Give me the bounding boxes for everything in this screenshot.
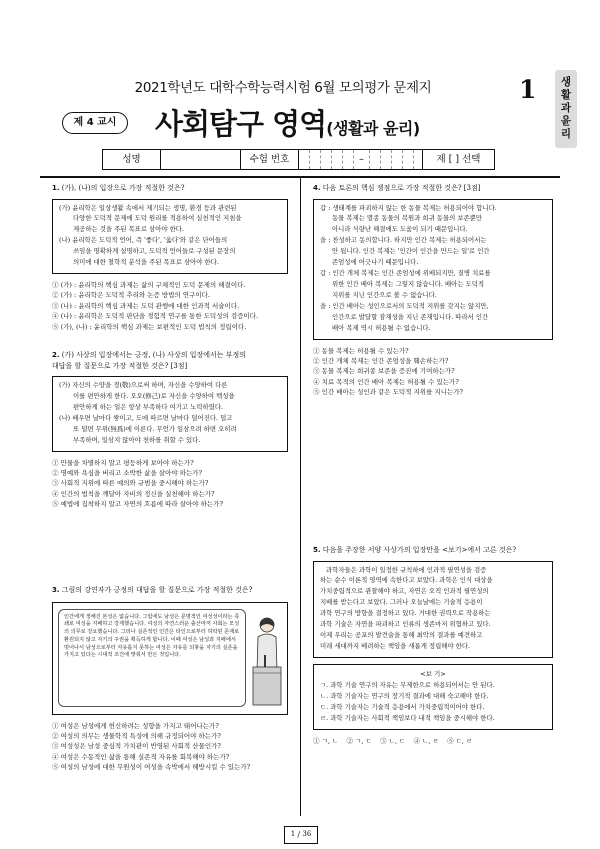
passage-line: 배아 복제 역시 허용될 수 없습니다. — [332, 323, 431, 332]
session-badge: 제 4 교시 — [62, 112, 128, 134]
question-2-passage — [52, 376, 288, 452]
option[interactable]: ④ (나) : 윤리학은 도덕적 판단을 경험적 연구를 통한 도덕성의 검증이다. — [52, 312, 259, 321]
option[interactable]: ② 명예와 욕심을 버리고 소박한 삶을 살아야 하는가? — [52, 468, 203, 477]
passage-line: 또 덜면 무위(無爲)에 이른다. 무언가 일삼으려 하면 오히려 — [73, 424, 237, 433]
passage-line: 지위를 지닌 인간으로 볼 수 없습니다. — [332, 290, 437, 299]
passage-line: 을 : 인간 배아는 성인으로서의 도덕적 지위를 갖지는 않지만, — [320, 301, 489, 310]
option[interactable]: ③ 여성성은 남성 중심적 가치관이 반영된 사회적 산물인가? — [52, 742, 221, 751]
passage-line: 위한 인간 배아 복제는 그렇지 않습니다. 배아는 도덕적 — [332, 279, 485, 288]
option[interactable]: ⑤ 여성의 남성에 대한 무원성이 여성을 속박에서 해방시킬 수 있는가? — [52, 763, 251, 772]
question-2-options — [52, 458, 288, 510]
question-num: 3. — [52, 586, 60, 594]
question-1-title — [52, 183, 288, 194]
option[interactable]: ① 동물 복제는 허용될 수 있는가? — [313, 346, 409, 355]
question-5-title — [313, 545, 553, 556]
option[interactable]: ④ 치료 목적의 인간 배아 복제는 허용될 수 있는가? — [313, 377, 459, 386]
exam-number-field[interactable] — [299, 150, 423, 169]
question-1-passage — [52, 199, 288, 275]
option[interactable]: ⑤ 인간 배아는 성인과 같은 도덕적 지위를 지니는가? — [313, 388, 464, 397]
passage-line: (나) 윤리학은 도덕적 언어, 즉 '좋다', '옳다'와 같은 단어들의 — [59, 236, 228, 245]
footer-page: 1 — [290, 830, 296, 839]
option[interactable]: ⑤ 예법에 집착하지 말고 자연의 흐름에 따라 살아야 하는가? — [52, 500, 223, 509]
option[interactable]: ③ (나) : 윤리학의 핵심 과제는 도덕 관행에 대한 인과적 서술이다. — [52, 301, 240, 310]
question-5 — [313, 545, 553, 746]
passage-line: 안 됩니다. 인간 복제는 '인간이 인간을 만드는 일'로 인간 — [332, 247, 490, 256]
column-divider — [300, 176, 301, 816]
question-1 — [52, 183, 288, 332]
question-4-title — [313, 183, 553, 194]
question-4 — [313, 183, 553, 398]
passage-line: 갑 : 인간 개체 복제는 인간 존엄성에 위배되지만, 질병 치료를 — [320, 269, 491, 278]
question-num: 1. — [52, 184, 60, 192]
name-label: 성명 — [103, 150, 161, 169]
passage-line: 제공하는 것을 주된 목표로 삼아야 한다. — [73, 225, 184, 234]
question-5-options — [313, 736, 553, 746]
question-4-passage — [313, 199, 553, 340]
passage-line: 부족하며, 일삼지 않아야 천하를 취할 수 있다. — [73, 435, 201, 444]
passage-line: 지배를 받는다고 보았다. 그러나 오늘날에는 기술적 응용이 — [320, 598, 483, 607]
passage-line: 의미에 대한 철학적 분석을 주된 목표로 삼아야 한다. — [73, 258, 219, 267]
passage-line: 하는 순수 이론적 영역에 속한다고 보았다. 과학은 인식 대상을 — [320, 576, 493, 585]
bogi-line: ㄷ. 과학 기술자는 기술적 응용에서 가치중립적이어야 한다. — [320, 702, 485, 711]
side-tab-char: 윤 — [560, 115, 572, 127]
passage-line: 갑 : 생태계를 파괴하지 않는 한 동물 복제는 허용되어야 합니다. — [320, 203, 497, 212]
option[interactable]: ④ 인간의 법칙을 깨달아 자비의 정신을 실천해야 하는가? — [52, 489, 215, 498]
option[interactable]: ① 여성은 남성에게 헌신하려는 성향을 가지고 태어나는가? — [52, 721, 219, 730]
exam-number-dash: – — [354, 150, 370, 169]
bogi-line: ㄹ. 과학 기술자는 사회적 책임보다 내적 책임을 중시해야 한다. — [320, 713, 495, 722]
question-text: (가) 사상의 입장에서는 긍정, (나) 사상의 입장에서는 부정의 — [61, 351, 247, 359]
passage-line: 다양한 도덕적 문제에 도덕 원리를 적용하여 실천적인 지침을 — [73, 214, 242, 223]
question-2 — [52, 350, 288, 509]
question-3 — [52, 585, 288, 772]
option[interactable]: ② 여성의 의무는 생물학적 특성에 의해 규정되어야 하는가? — [52, 731, 221, 740]
bogi-line: ㄴ. 과학 기술자는 연구의 장기적 결과에 대해 숙고해야 한다. — [320, 691, 489, 700]
question-num: 5. — [313, 546, 321, 554]
option-row[interactable]: ① ㄱ, ㄴ ② ㄱ, ㄷ ③ ㄴ, ㄷ ④ ㄴ, ㄹ ⑤ ㄷ, ㄹ — [313, 736, 473, 745]
question-text: (가), (나)의 입장으로 가장 적절한 것은? — [61, 184, 185, 192]
question-1-options — [52, 280, 288, 332]
name-field[interactable] — [161, 150, 241, 169]
footer-page-indicator: 1 ∕ 36 — [284, 826, 318, 844]
passage-line: 인간으로 발달할 잠재성을 지닌 존재입니다. 따라서 인간 — [332, 312, 489, 321]
question-5-passage — [313, 561, 553, 658]
side-tab-char: 리 — [560, 128, 572, 140]
option[interactable]: ⑤ (가), (나) : 윤리학의 핵심 과제는 보편적인 도덕 법칙의 정립이다. — [52, 322, 247, 331]
exam-title: 2021학년도 대학수학능력시험 6월 모의평가 문제지 — [134, 80, 432, 96]
side-tab-char: 활 — [560, 89, 572, 101]
passage-line: 과학자들은 과학이 일정한 규칙하에 인과적 필연성을 검증 — [326, 565, 487, 574]
passage-line: 미래 세대까지 배려하는 책임을 새롭게 정립해야 한다. — [320, 641, 471, 650]
option[interactable]: ③ 동물 복제는 희귀종 보존을 증진에 기여하는가? — [313, 367, 455, 376]
side-tab-char: 생 — [560, 76, 572, 88]
lecturer-illustration — [249, 611, 285, 711]
subject-main: 사회탐구 영역 — [155, 107, 327, 141]
option[interactable]: ① (가) : 윤리학의 핵심 과제는 삶의 구체적인 도덕 문제의 해결이다. — [52, 281, 246, 290]
passage-line: (가) 윤리학은 일상생활 속에서 제기되는 생명, 환경 등과 관련된 — [59, 203, 237, 212]
passage-line: 이제 우리는 공포의 발견술을 통해 최악의 결과를 예견하고 — [320, 631, 483, 640]
option[interactable]: ② (가) : 윤리학은 도덕적 추리와 논증 방법의 연구이다. — [52, 291, 210, 300]
question-3-title — [52, 585, 288, 596]
bogi-box — [313, 664, 553, 730]
question-2-title — [52, 350, 288, 371]
question-4-options — [313, 346, 553, 398]
choice-label: 제 [ ] 선택 — [423, 150, 494, 169]
bogi-label: <보 기> — [420, 669, 446, 678]
subject-sub: (생활과 윤리) — [326, 119, 420, 138]
subject-title — [155, 104, 420, 145]
question-3-options — [52, 721, 288, 773]
passage-line: (나) 배우면 날마다 쌓이고, 도에 따르면 날마다 덜어진다. 덜고 — [59, 413, 233, 422]
passage-line: (가) 자신의 수양을 경(敬)으로써 하며, 자신을 수양하여 다른 — [59, 381, 228, 389]
option[interactable]: ③ 사회적 지위에 따른 예의와 규범을 중시해야 하는가? — [52, 479, 209, 488]
bogi-line: ㄱ. 과학 기술 연구의 자유는 무제한으로 허용되어서는 안 된다. — [320, 680, 495, 689]
page-number: 1 — [519, 75, 537, 104]
passage-line: 이를 편안하게 한다. 오오(修己)로 자신을 수양하여 백성을 — [73, 391, 235, 400]
passage-line: 동물 복제는 멸종 동물의 복원과 희귀 동물의 보존뿐만 — [332, 214, 483, 223]
option[interactable]: ① 만물을 차별하지 말고 평등하게 보아야 하는가? — [52, 458, 194, 467]
passage-line: 가치중립적으로 관찰해야 하고, 자연은 오직 인과적 필연성의 — [320, 587, 489, 596]
passage-line: 을 : 찬성하고 동의합니다. 하지만 인간 복제는 허용되어서는 — [320, 236, 487, 245]
exam-number-label: 수험 번호 — [241, 150, 299, 169]
option[interactable]: ④ 여성은 수동적인 삶을 통해 실존적 자유를 회복해야 하는가? — [52, 752, 230, 761]
question-text: 다음을 주장한 서양 사상가의 입장만을 <보기>에서 고른 것은? — [322, 546, 517, 554]
footer-total: 36 — [302, 830, 312, 839]
speech-bubble: 인간에게 정해진 본성은 없습니다. 그럼에도 남성은 문명적인 여성성이라는 족쇄로 여성을 지배하고 강제했습니다. 여성의 자연스러운 출산마저 사회는 모성의 의무로 강요했습니다. 그러나 실존적인 인간은 타인으로부터 허락된 존재로 환원되지 않고 자기의 주권을 획득하게 합니다. 이때 여성은 남성과 지배에서 벗어나서 남성으로부터 자유롭지 못하는 여성은 자유를 되찾을 자기의 실존을 가지고 있다는 시대적 조건에 맞춰서 만든 것입니다. — [58, 609, 246, 707]
passage-line: 존엄성에 어긋나기 때문입니다. — [332, 258, 419, 267]
subject-side-tab — [555, 70, 577, 148]
passage-line: 편안하게 하는 일은 항상 부족하다 여기고 노력하였다. — [73, 402, 224, 411]
passage-line: 쓰임을 명확하게 설명하고, 도덕적 언어들로 구성된 문장의 — [73, 247, 236, 256]
question-text: 그림의 강연자가 긍정의 대답을 할 질문으로 가장 적절한 것은? — [61, 586, 253, 594]
question-num: 4. — [313, 184, 321, 192]
side-tab-char: 과 — [560, 102, 572, 114]
question-num: 2. — [52, 351, 60, 359]
question-text: 다음 토론의 핵심 쟁점으로 가장 적절한 것은? [3점] — [322, 184, 481, 192]
passage-line: 과학 기술은 자연을 파괴하고 인류의 생존마저 위협하고 있다. — [320, 620, 491, 629]
passage-line: 과학 연구의 방향을 결정하고 있다. 거대한 권력으로 작용하는 — [320, 609, 491, 618]
question-text: 대답을 할 질문으로 가장 적절한 것은? [3점] — [52, 361, 188, 370]
passage-line: 아니라 식량난 해결에도 도움이 되기 때문입니다. — [332, 225, 468, 234]
option[interactable]: ② 인간 개체 복제는 인간 존엄성을 훼손하는가? — [313, 356, 449, 365]
lecture-figure — [52, 602, 288, 715]
identification-row — [102, 149, 495, 170]
